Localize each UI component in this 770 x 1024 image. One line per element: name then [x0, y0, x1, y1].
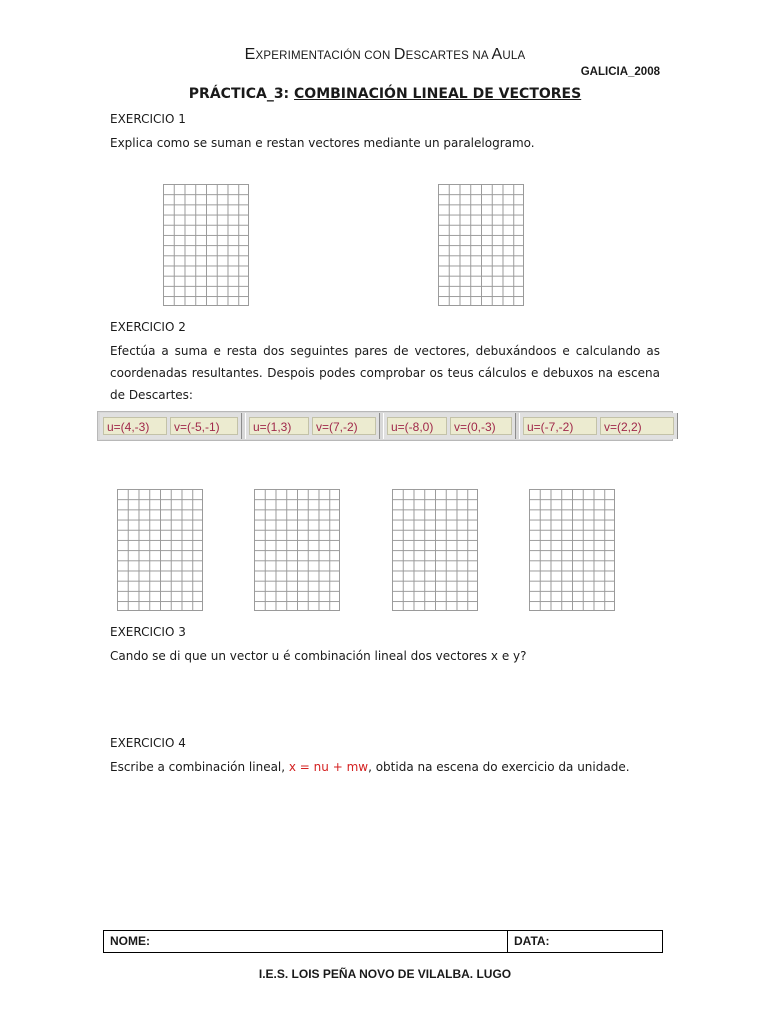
vector-pair-3 [383, 413, 516, 439]
title-part: A [491, 46, 503, 63]
exercise-3-heading: EXERCICIO 3 [110, 625, 186, 639]
vector-u-field[interactable]: u=(1,3) [249, 417, 309, 435]
vector-pair-2 [245, 413, 380, 439]
name-cell[interactable]: NOME: [104, 931, 508, 952]
practice-prefix: PRÁCTICA_3: [188, 86, 295, 102]
exercise-1-heading: EXERCICIO 1 [110, 112, 186, 126]
title-part: D [393, 46, 406, 63]
title-part: XPERIMENTACIÓN CON [255, 50, 394, 62]
answer-grid [392, 489, 478, 611]
answer-grid [529, 489, 615, 611]
exercise-3-text: Cando se di que un vector u é combinación lineal dos vectores x e y? [110, 649, 527, 663]
student-info-table [103, 930, 663, 953]
practice-topic: COMBINACIÓN LINEAL DE VECTORES [294, 86, 582, 102]
vector-pair-1 [100, 413, 242, 439]
exercise-2-text: Efectúa a suma e resta dos seguintes pares de vectores, debuxándoos e calculando as coordenadas resultantes. Despois podes comprobar os teus cálculos e debuxos na escena de Descartes: [110, 344, 660, 402]
answer-grid [438, 184, 524, 306]
vector-v-field[interactable]: v=(2,2) [600, 417, 674, 435]
exercise-2-heading: EXERCICIO 2 [110, 320, 186, 334]
school-name: I.E.S. LOIS PEÑA NOVO DE VILALBA. LUGO [258, 967, 512, 981]
title-part: ESCARTES NA [405, 50, 492, 62]
exercise-4-text-after: , obtida na escena do exercicio da unidade. [368, 760, 630, 774]
vector-pair-4 [519, 413, 678, 439]
date-cell[interactable]: DATA: [514, 934, 550, 948]
title-part: ULA [502, 50, 526, 62]
vector-v-field[interactable]: v=(-5,-1) [170, 417, 238, 435]
document-header-title [0, 46, 770, 64]
answer-grid [254, 489, 340, 611]
vector-u-field[interactable]: u=(4,-3) [103, 417, 167, 435]
exercise-4-heading: EXERCICIO 4 [110, 736, 186, 750]
linear-combination-formula: x = nu + mw [288, 760, 369, 774]
title-part: E [244, 46, 256, 63]
descartes-vector-controls [97, 411, 673, 441]
vector-u-field[interactable]: u=(-8,0) [387, 417, 447, 435]
exercise-4-text-before: Escribe a combinación lineal, [110, 760, 289, 774]
vector-u-field[interactable]: u=(-7,-2) [523, 417, 597, 435]
practice-title [0, 86, 770, 102]
answer-grid [117, 489, 203, 611]
exercise-4-text [110, 756, 660, 778]
vector-v-field[interactable]: v=(7,-2) [312, 417, 376, 435]
exercise-1-text: Explica como se suman e restan vectores mediante un paralelogramo. [110, 136, 535, 150]
region-label: GALICIA_2008 [580, 66, 660, 78]
vector-v-field[interactable]: v=(0,-3) [450, 417, 512, 435]
answer-grid [163, 184, 249, 306]
